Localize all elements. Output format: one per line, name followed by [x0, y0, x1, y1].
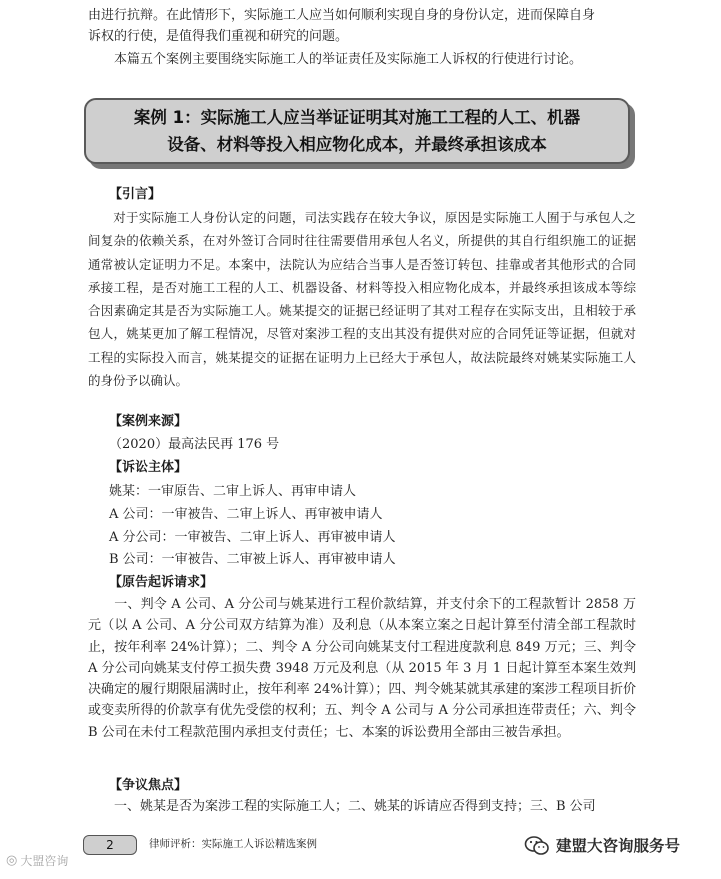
claims-text: 一、判令 A 公司、A 分公司与姚某进行工程价款结算，并支付余下的工程款暂计 2858 万元（以 A 公司、A 分公司双方结算为准）及利息（从本案立案之日起计算至付清全部工程款时止，按年利率 24%计算）；二、判令 A 分公司向姚某支付工程进度款利息 849 万元；三、判令 A 分公司向姚某支付停工损失费 3948 万元及利息（从 2015 年 3 月 1 日起计算至本案生效判决确定的履行期限届满时止，按年利率 24%计算）；四、判令姚某就其承建的案涉工程项目折价或变卖所得的价款享有优先受偿的权利；五、判令 A 公司与 A 分公司承担连带责任；六、判令 B 公司在未付工程款范围内承担支付责任；七、本案的诉讼费用全部由三被告承担。: [88, 597, 636, 740]
case-title-line-2: 设备、材料等投入相应物化成本，并最终承担该成本: [167, 135, 547, 154]
wechat-watermark-icon: ◎: [6, 853, 18, 868]
source-heading: 【案例来源】: [109, 414, 188, 429]
continued-paragraph: [88, 5, 636, 47]
parties-heading: 【诉讼主体】: [109, 460, 188, 475]
watermark-right-text: 建盟大咨询服务号: [556, 837, 681, 855]
watermark-left: [6, 852, 68, 870]
chapter-intro-paragraph: [88, 49, 636, 70]
case-title-line-1: 案例 1：实际施工人应当举证证明其对施工工程的人工、机器: [133, 108, 581, 127]
party-item: 姚某：一审原告、二审上诉人、再审申请人: [109, 484, 357, 499]
intro-heading: 【引言】: [109, 187, 162, 202]
source-value: （2020）最高法民再 176 号: [109, 437, 280, 452]
continued-line-2: 诉权的行使，是值得我们重视和研究的问题。: [88, 29, 349, 44]
page-number: 2: [83, 835, 137, 855]
party-item: A 分公司：一审被告、二审上诉人、再审被申请人: [109, 530, 396, 545]
chapter-intro-text: 本篇五个案例主要围绕实际施工人的举证责任及实际施工人诉权的行使进行讨论。: [114, 52, 583, 67]
focus-heading: 【争议焦点】: [109, 778, 188, 793]
case-title-box: [84, 98, 630, 164]
continued-line-1: 由进行抗辩。在此情形下，实际施工人应当如何顺利实现自身的身份认定，进而保障自身: [88, 8, 596, 23]
case-title: [97, 104, 617, 158]
focus-text: 一、姚某是否为案涉工程的实际施工人；二、姚某的诉请应否得到支持；三、B 公司: [114, 799, 596, 814]
party-item: A 公司：一审被告、二审上诉人、再审被申请人: [109, 507, 383, 522]
watermark-left-text: 大盟咨询: [20, 854, 69, 868]
wechat-icon: [524, 835, 550, 857]
party-item: B 公司：一审被告、二审被上诉人、再审被申请人: [109, 552, 396, 567]
running-title: 律师评析：实际施工人诉讼精选案例: [149, 838, 317, 850]
claims-paragraph: [88, 594, 636, 743]
watermark-right: [524, 834, 680, 858]
claims-heading: 【原告起诉请求】: [109, 575, 214, 590]
intro-text: 对于实际施工人身份认定的问题，司法实践存在较大争议，原因是实际施工人囿于与承包人之间复杂的依赖关系，在对外签订合同时往往需要借用承包人名义，所提供的其自行组织施工的证据通常被认定证明力不足。本案中，法院认为应结合当事人是否签订转包、挂靠或者其他形式的合同承接工程，是否对施工工程的人工、机器设备、材料等投入相应物化成本，并最终承担该成本等综合因素确定其是否为实际施工人。姚某提交的证据已经证明了其对工程存在实际支出，且相较于承包人，姚某更加了解工程情况，尽管对案涉工程的支出其没有提供对应的合同凭证等证据，但就对工程的实际投入而言，姚某提交的证据在证明力上已经大于承包人，故法院最终对姚某实际施工人的身份予以确认。: [88, 210, 636, 389]
intro-paragraph: [88, 206, 636, 392]
focus-paragraph: [88, 797, 636, 817]
